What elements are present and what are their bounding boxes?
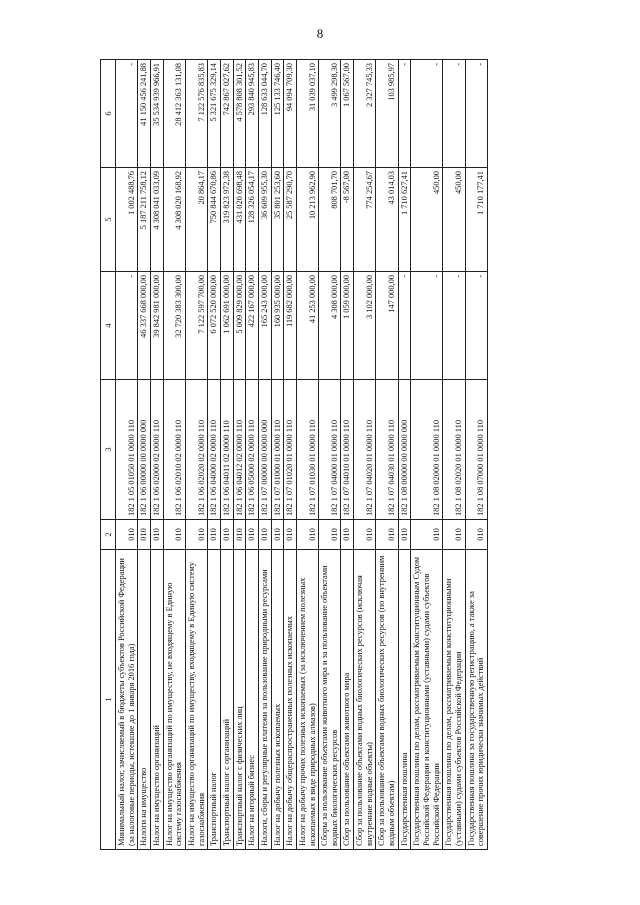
cell-c4: 5 009 829 000,00 [233, 272, 246, 380]
cell-c4: - [116, 272, 138, 380]
cell-c5: 4 308 020 168,92 [163, 168, 185, 272]
cell-c4: 41 253 000,00 [296, 272, 318, 380]
cell-code: 010 [319, 520, 341, 550]
cell-c6: 125 133 746,40 [271, 60, 284, 168]
cell-c6: - [411, 60, 443, 168]
cell-kbk: 182 1 07 00000 00 0000 000 [258, 380, 271, 520]
cell-code: 010 [411, 520, 443, 550]
cell-c5: 35 801 253,60 [271, 168, 284, 272]
cell-c6: - [465, 60, 487, 168]
cell-code: 010 [465, 520, 487, 550]
cell-code: 010 [220, 520, 233, 550]
table-row [246, 60, 259, 850]
table-row [271, 60, 284, 850]
cell-kbk: 182 1 06 00000 00 0000 000 [138, 380, 151, 520]
cell-c4: 6 072 520 000,00 [208, 272, 221, 380]
cell-name: Налог на добычу общераспространенных полезных ископаемых [284, 550, 297, 850]
cell-kbk: 182 1 06 04000 02 0000 110 [208, 380, 221, 520]
cell-c6: 742 867 027,62 [220, 60, 233, 168]
cell-c6: 94 094 709,30 [284, 60, 297, 168]
table-header-row [101, 60, 116, 850]
cell-c6: - [116, 60, 138, 168]
cell-code: 010 [185, 520, 207, 550]
cell-name: Налоги, сборы и регулярные платежи за пользование природными ресурсами [258, 550, 271, 850]
cell-c4: 7 122 597 700,00 [185, 272, 207, 380]
cell-kbk: 182 1 07 04010 01 0000 110 [341, 380, 354, 520]
cell-name: Сбор за пользование объектами животного мира [341, 550, 354, 850]
cell-c4: 46 337 668 000,00 [138, 272, 151, 380]
cell-c6: 293 840 945,83 [246, 60, 259, 168]
column-header: 2 [101, 520, 116, 550]
cell-code: 010 [150, 520, 163, 550]
budget-revenue-table [100, 59, 488, 850]
cell-name: Минимальный налог, зачисляемый в бюджеты субъектов Российской Федерации (за налоговые периоды, истекшие до 1 января 2016 года) [116, 550, 138, 850]
cell-name: Сборы за пользование объектами животного мира и за пользование объектами водных биологических ресурсов [319, 550, 341, 850]
cell-c5: 20 864,17 [185, 168, 207, 272]
cell-c4: 165 243 000,00 [258, 272, 271, 380]
cell-c4: 1 059 000,00 [341, 272, 354, 380]
table-row [376, 60, 398, 850]
table-row [258, 60, 271, 850]
cell-c4: 160 935 000,00 [271, 272, 284, 380]
cell-c6: 128 633 044,70 [258, 60, 271, 168]
cell-name: Государственная пошлина за государственную регистрацию, а также за совершение прочих юридически значимых действий [465, 550, 487, 850]
cell-kbk: 182 1 06 04012 02 0000 110 [233, 380, 246, 520]
cell-code: 010 [271, 520, 284, 550]
cell-code: 010 [376, 520, 398, 550]
cell-kbk: 182 1 07 04000 01 0000 110 [319, 380, 341, 520]
cell-c6: 35 534 939 966,91 [150, 60, 163, 168]
cell-c5: 450,00 [443, 168, 465, 272]
cell-c5: 43 014,03 [376, 168, 398, 272]
cell-name: Транспортный налог [208, 550, 221, 850]
cell-kbk: 182 1 06 02010 02 0000 110 [163, 380, 185, 520]
table-row [398, 60, 411, 850]
cell-c6: - [443, 60, 465, 168]
cell-kbk: 182 1 05 01050 01 0000 110 [116, 380, 138, 520]
table-row [163, 60, 185, 850]
rotated-table-container [100, 60, 570, 850]
table-row [185, 60, 207, 850]
table-row [443, 60, 465, 850]
cell-c4: - [465, 272, 487, 380]
cell-c5: 431 020 698,48 [233, 168, 246, 272]
column-header: 1 [101, 550, 116, 850]
cell-name: Государственная пошлина по делам, рассматриваемым Конституционным Судом Российской Федерации и конституционными (уставными) судами субъектов Российской Федерации [411, 550, 443, 850]
cell-name: Сбор за пользование объектами водных биологических ресурсов (по внутренним водным объектам) [376, 550, 398, 850]
cell-c5: 1 002 488,76 [116, 168, 138, 272]
cell-c4: 4 308 000,00 [319, 272, 341, 380]
cell-code: 010 [138, 520, 151, 550]
cell-name: Налог на имущество организаций по имуществу, входящему в Единую систему газоснабжения [185, 550, 207, 850]
cell-name: Налог на имущество организаций по имуществу, не входящему в Единую систему газоснабжения [163, 550, 185, 850]
cell-c5: 750 844 670,86 [208, 168, 221, 272]
table-row [116, 60, 138, 850]
cell-name: Государственная пошлина [398, 550, 411, 850]
cell-c6: 3 499 298,30 [319, 60, 341, 168]
cell-c4: - [443, 272, 465, 380]
table-row [319, 60, 341, 850]
cell-c4: 39 842 981 000,00 [150, 272, 163, 380]
cell-c6: 103 985,97 [376, 60, 398, 168]
cell-kbk: 182 1 08 07000 01 0000 110 [465, 380, 487, 520]
cell-kbk: 182 1 07 01030 01 0000 110 [296, 380, 318, 520]
cell-code: 010 [233, 520, 246, 550]
cell-c5: 25 587 290,70 [284, 168, 297, 272]
cell-c6: 4 578 808 301,52 [233, 60, 246, 168]
table-row [341, 60, 354, 850]
table-row [138, 60, 151, 850]
cell-c5: 4 308 041 033,09 [150, 168, 163, 272]
cell-name: Налог на добычу прочих полезных ископаемых (за исключением полезных ископаемых в виде природных алмазов) [296, 550, 318, 850]
table-row [296, 60, 318, 850]
cell-code: 010 [284, 520, 297, 550]
cell-code: 010 [163, 520, 185, 550]
cell-c6: 5 321 675 329,14 [208, 60, 221, 168]
table-row [411, 60, 443, 850]
cell-name: Транспортный налог с организаций [220, 550, 233, 850]
cell-kbk: 182 1 08 02000 01 0000 110 [411, 380, 443, 520]
table-row [465, 60, 487, 850]
column-header: 3 [101, 380, 116, 520]
cell-c6: 1 067 567,00 [341, 60, 354, 168]
cell-c6: 28 412 363 131,08 [163, 60, 185, 168]
cell-c5: 1 710 627,41 [398, 168, 411, 272]
cell-c5: 774 254,67 [354, 168, 376, 272]
cell-name: Сбор за пользование объектами водных биологических ресурсов (исключая внутренние водные объекты) [354, 550, 376, 850]
cell-c5: 808 701,70 [319, 168, 341, 272]
cell-code: 010 [296, 520, 318, 550]
table-row [233, 60, 246, 850]
cell-kbk: 182 1 06 02020 02 0000 110 [185, 380, 207, 520]
cell-c4: 147 000,00 [376, 272, 398, 380]
cell-c4: - [411, 272, 443, 380]
cell-name: Государственная пошлина по делам, рассматриваемым конституционными (уставными) судами субъектов Российской Федерации [443, 550, 465, 850]
table-body [116, 60, 488, 850]
cell-code: 010 [398, 520, 411, 550]
cell-kbk: 182 1 07 01000 01 0000 110 [271, 380, 284, 520]
cell-name: Транспортный налог с физических лиц [233, 550, 246, 850]
cell-code: 010 [443, 520, 465, 550]
cell-kbk: 182 1 07 01020 01 0000 110 [284, 380, 297, 520]
cell-kbk: 182 1 06 04011 02 0000 110 [220, 380, 233, 520]
cell-c6: 7 122 576 835,83 [185, 60, 207, 168]
cell-kbk: 182 1 06 05000 02 0000 110 [246, 380, 259, 520]
cell-code: 010 [258, 520, 271, 550]
cell-c6: 2 327 745,33 [354, 60, 376, 168]
column-header: 4 [101, 272, 116, 380]
cell-c5: 1 710 177,41 [465, 168, 487, 272]
cell-name: Налог на игорный бизнес [246, 550, 259, 850]
cell-c6: 31 039 037,10 [296, 60, 318, 168]
cell-c4: 32 720 383 300,00 [163, 272, 185, 380]
cell-c5: 10 213 962,90 [296, 168, 318, 272]
table-row [284, 60, 297, 850]
cell-code: 010 [354, 520, 376, 550]
cell-c5: 319 823 972,38 [220, 168, 233, 272]
cell-c6: 41 150 456 241,88 [138, 60, 151, 168]
cell-code: 010 [246, 520, 259, 550]
column-header: 5 [101, 168, 116, 272]
cell-c5: -8 567,00 [341, 168, 354, 272]
cell-c6: - [398, 60, 411, 168]
cell-c4: 119 682 000,00 [284, 272, 297, 380]
cell-c5: 5 187 211 758,12 [138, 168, 151, 272]
cell-c5: 36 609 955,30 [258, 168, 271, 272]
cell-c5: 450,00 [411, 168, 443, 272]
cell-c4: 1 062 691 000,00 [220, 272, 233, 380]
rotated-table-frame [100, 60, 570, 850]
table-row [220, 60, 233, 850]
cell-kbk: 182 1 06 02000 02 0000 110 [150, 380, 163, 520]
page-number: 8 [316, 26, 324, 41]
cell-kbk: 182 1 08 00000 00 0000 000 [398, 380, 411, 520]
cell-c4: 3 102 000,00 [354, 272, 376, 380]
table-row [208, 60, 221, 850]
cell-kbk: 182 1 07 04030 01 0000 110 [376, 380, 398, 520]
cell-c4: - [398, 272, 411, 380]
table-row [354, 60, 376, 850]
cell-name: Налог на добычу полезных ископаемых [271, 550, 284, 850]
cell-name: Налоги на имущество [138, 550, 151, 850]
cell-name: Налог на имущество организаций [150, 550, 163, 850]
cell-code: 010 [341, 520, 354, 550]
table-row [150, 60, 163, 850]
cell-kbk: 182 1 07 04020 01 0000 110 [354, 380, 376, 520]
cell-c4: 422 167 000,00 [246, 272, 259, 380]
column-header: 6 [101, 60, 116, 168]
cell-code: 010 [116, 520, 138, 550]
cell-c5: 128 326 054,17 [246, 168, 259, 272]
cell-kbk: 182 1 08 02020 01 0000 110 [443, 380, 465, 520]
cell-code: 010 [208, 520, 221, 550]
